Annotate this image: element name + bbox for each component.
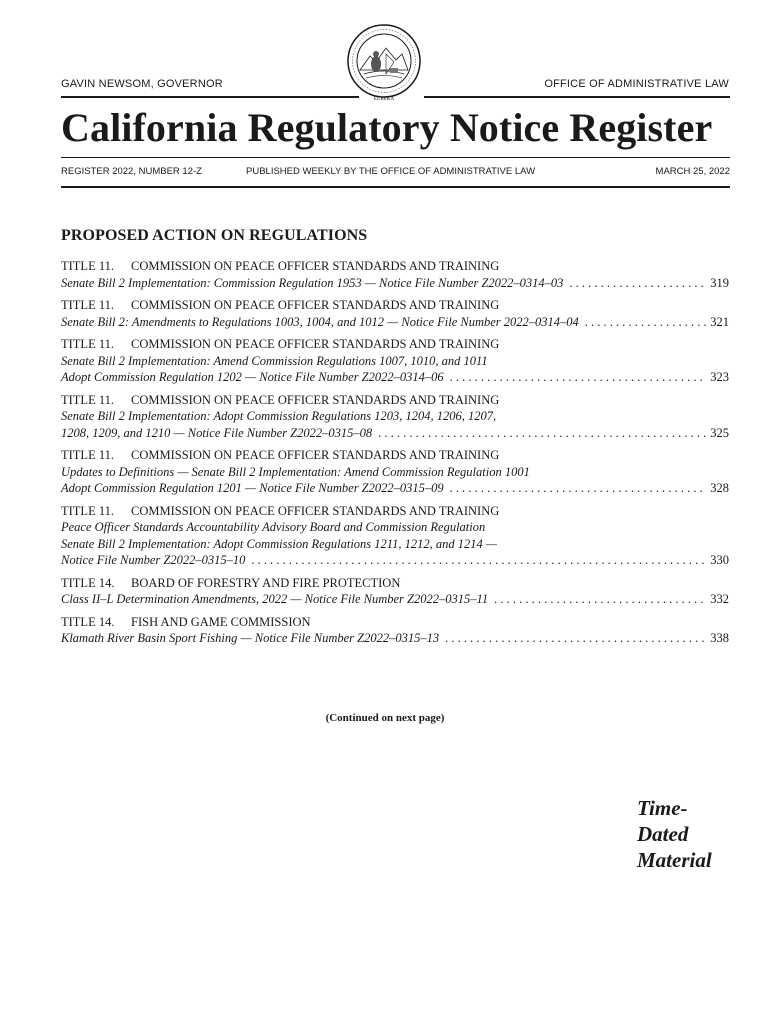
- governor-label: GAVIN NEWSOM, GOVERNOR: [61, 78, 223, 90]
- register-number: REGISTER 2022, NUMBER 12-Z: [61, 166, 202, 177]
- page-number: 321: [710, 314, 729, 329]
- leader-dots: [378, 425, 706, 442]
- title-number: TITLE 14.: [61, 614, 115, 629]
- notice-description: Notice File Number Z2022–0315–10: [61, 553, 246, 567]
- notice-description: Senate Bill 2: Amendments to Regulations 1003, 1004, and 1012 — Notice File Number 2022–0314–04: [61, 314, 579, 329]
- page-number: 319: [710, 275, 729, 290]
- toc-entry[interactable]: [61, 447, 729, 497]
- toc-entry[interactable]: [61, 503, 729, 569]
- divider: [61, 186, 730, 188]
- page-number: 332: [710, 592, 729, 606]
- agency-name: COMMISSION ON PEACE OFFICER STANDARDS AND TRAINING: [131, 503, 500, 518]
- leader-dots: [585, 314, 706, 331]
- state-seal: [346, 18, 422, 104]
- leader-dots: [569, 275, 706, 292]
- agency-name: COMMISSION ON PEACE OFFICER STANDARDS AND TRAINING: [131, 392, 500, 407]
- title-number: TITLE 14.: [61, 575, 115, 590]
- toc-entry[interactable]: [61, 392, 729, 442]
- notice-description-line: Senate Bill 2 Implementation: Amend Commission Regulations 1007, 1010, and 1011: [61, 353, 488, 368]
- published-note: PUBLISHED WEEKLY BY THE OFFICE OF ADMINISTRATIVE LAW: [246, 166, 536, 177]
- page-number: 323: [710, 370, 729, 384]
- agency-name: COMMISSION ON PEACE OFFICER STANDARDS AND TRAINING: [131, 259, 500, 273]
- leader-dots: [251, 552, 706, 569]
- divider: [61, 157, 730, 158]
- toc-entry[interactable]: [61, 614, 729, 647]
- page-number: 330: [710, 553, 729, 567]
- section-title: PROPOSED ACTION ON REGULATIONS: [61, 227, 368, 244]
- time-dated-notice: [637, 795, 712, 873]
- continued-note: (Continued on next page): [325, 712, 445, 724]
- notice-description: Senate Bill 2 Implementation: Commission Regulation 1953 — Notice File Number Z2022–0314–03: [61, 275, 564, 290]
- notice-description: Class II–L Determination Amendments, 2022 — Notice File Number Z2022–0315–11: [61, 592, 489, 606]
- title-number: TITLE 11.: [61, 337, 114, 351]
- title-number: TITLE 11.: [61, 259, 114, 273]
- notice-description: Adopt Commission Regulation 1201 — Notice File Number Z2022–0315–09: [61, 481, 444, 495]
- leader-dots: [445, 630, 706, 647]
- leader-dots: [494, 591, 706, 608]
- notice-description: Klamath River Basin Sport Fishing — Notice File Number Z2022–0315–13: [61, 631, 440, 645]
- toc-entry[interactable]: [61, 297, 729, 330]
- notice-description-line: Updates to Definitions — Senate Bill 2 Implementation: Amend Commission Regulation 1001: [61, 464, 530, 479]
- page-title: California Regulatory Notice Register: [61, 105, 713, 150]
- notice-description: 1208, 1209, and 1210 — Notice File Number Z2022–0315–08: [61, 425, 373, 440]
- leader-dots: [450, 480, 707, 497]
- agency-name: COMMISSION ON PEACE OFFICER STANDARDS AND TRAINING: [131, 337, 500, 351]
- agency-name: BOARD OF FORESTRY AND FIRE PROTECTION: [131, 575, 401, 590]
- leader-dots: [450, 369, 707, 386]
- notice-description-line: Senate Bill 2 Implementation: Adopt Commission Regulations 1211, 1212, and 1214 —: [61, 536, 497, 551]
- page-number: 325: [710, 425, 729, 440]
- time-dated-line: Material: [637, 848, 712, 872]
- toc-entry[interactable]: [61, 336, 729, 386]
- notice-description-line: Peace Officer Standards Accountability Advisory Board and Commission Regulation: [61, 520, 486, 534]
- agency-name: COMMISSION ON PEACE OFFICER STANDARDS AND TRAINING: [131, 448, 500, 462]
- office-label: OFFICE OF ADMINISTRATIVE LAW: [544, 78, 729, 90]
- title-number: TITLE 11.: [61, 448, 114, 462]
- toc-entry[interactable]: [61, 258, 729, 291]
- title-number: TITLE 11.: [61, 298, 114, 312]
- notice-description-line: Senate Bill 2 Implementation: Adopt Commission Regulations 1203, 1204, 1206, 1207,: [61, 409, 497, 423]
- table-of-contents: [61, 258, 729, 653]
- toc-entry[interactable]: [61, 575, 729, 608]
- register-date: MARCH 25, 2022: [655, 166, 730, 177]
- agency-name: FISH AND GAME COMMISSION: [131, 614, 311, 629]
- time-dated-line: Dated: [637, 822, 689, 846]
- title-number: TITLE 11.: [61, 503, 114, 518]
- page-number: 328: [710, 481, 729, 495]
- time-dated-line: Time-: [637, 796, 688, 820]
- agency-name: COMMISSION ON PEACE OFFICER STANDARDS AND TRAINING: [131, 298, 500, 312]
- divider: [61, 96, 359, 98]
- page-number: 338: [710, 631, 729, 645]
- title-number: TITLE 11.: [61, 392, 114, 407]
- svg-text:EUREKA: EUREKA: [373, 97, 395, 102]
- divider: [424, 96, 730, 98]
- notice-description: Adopt Commission Regulation 1202 — Notice File Number Z2022–0314–06: [61, 370, 444, 384]
